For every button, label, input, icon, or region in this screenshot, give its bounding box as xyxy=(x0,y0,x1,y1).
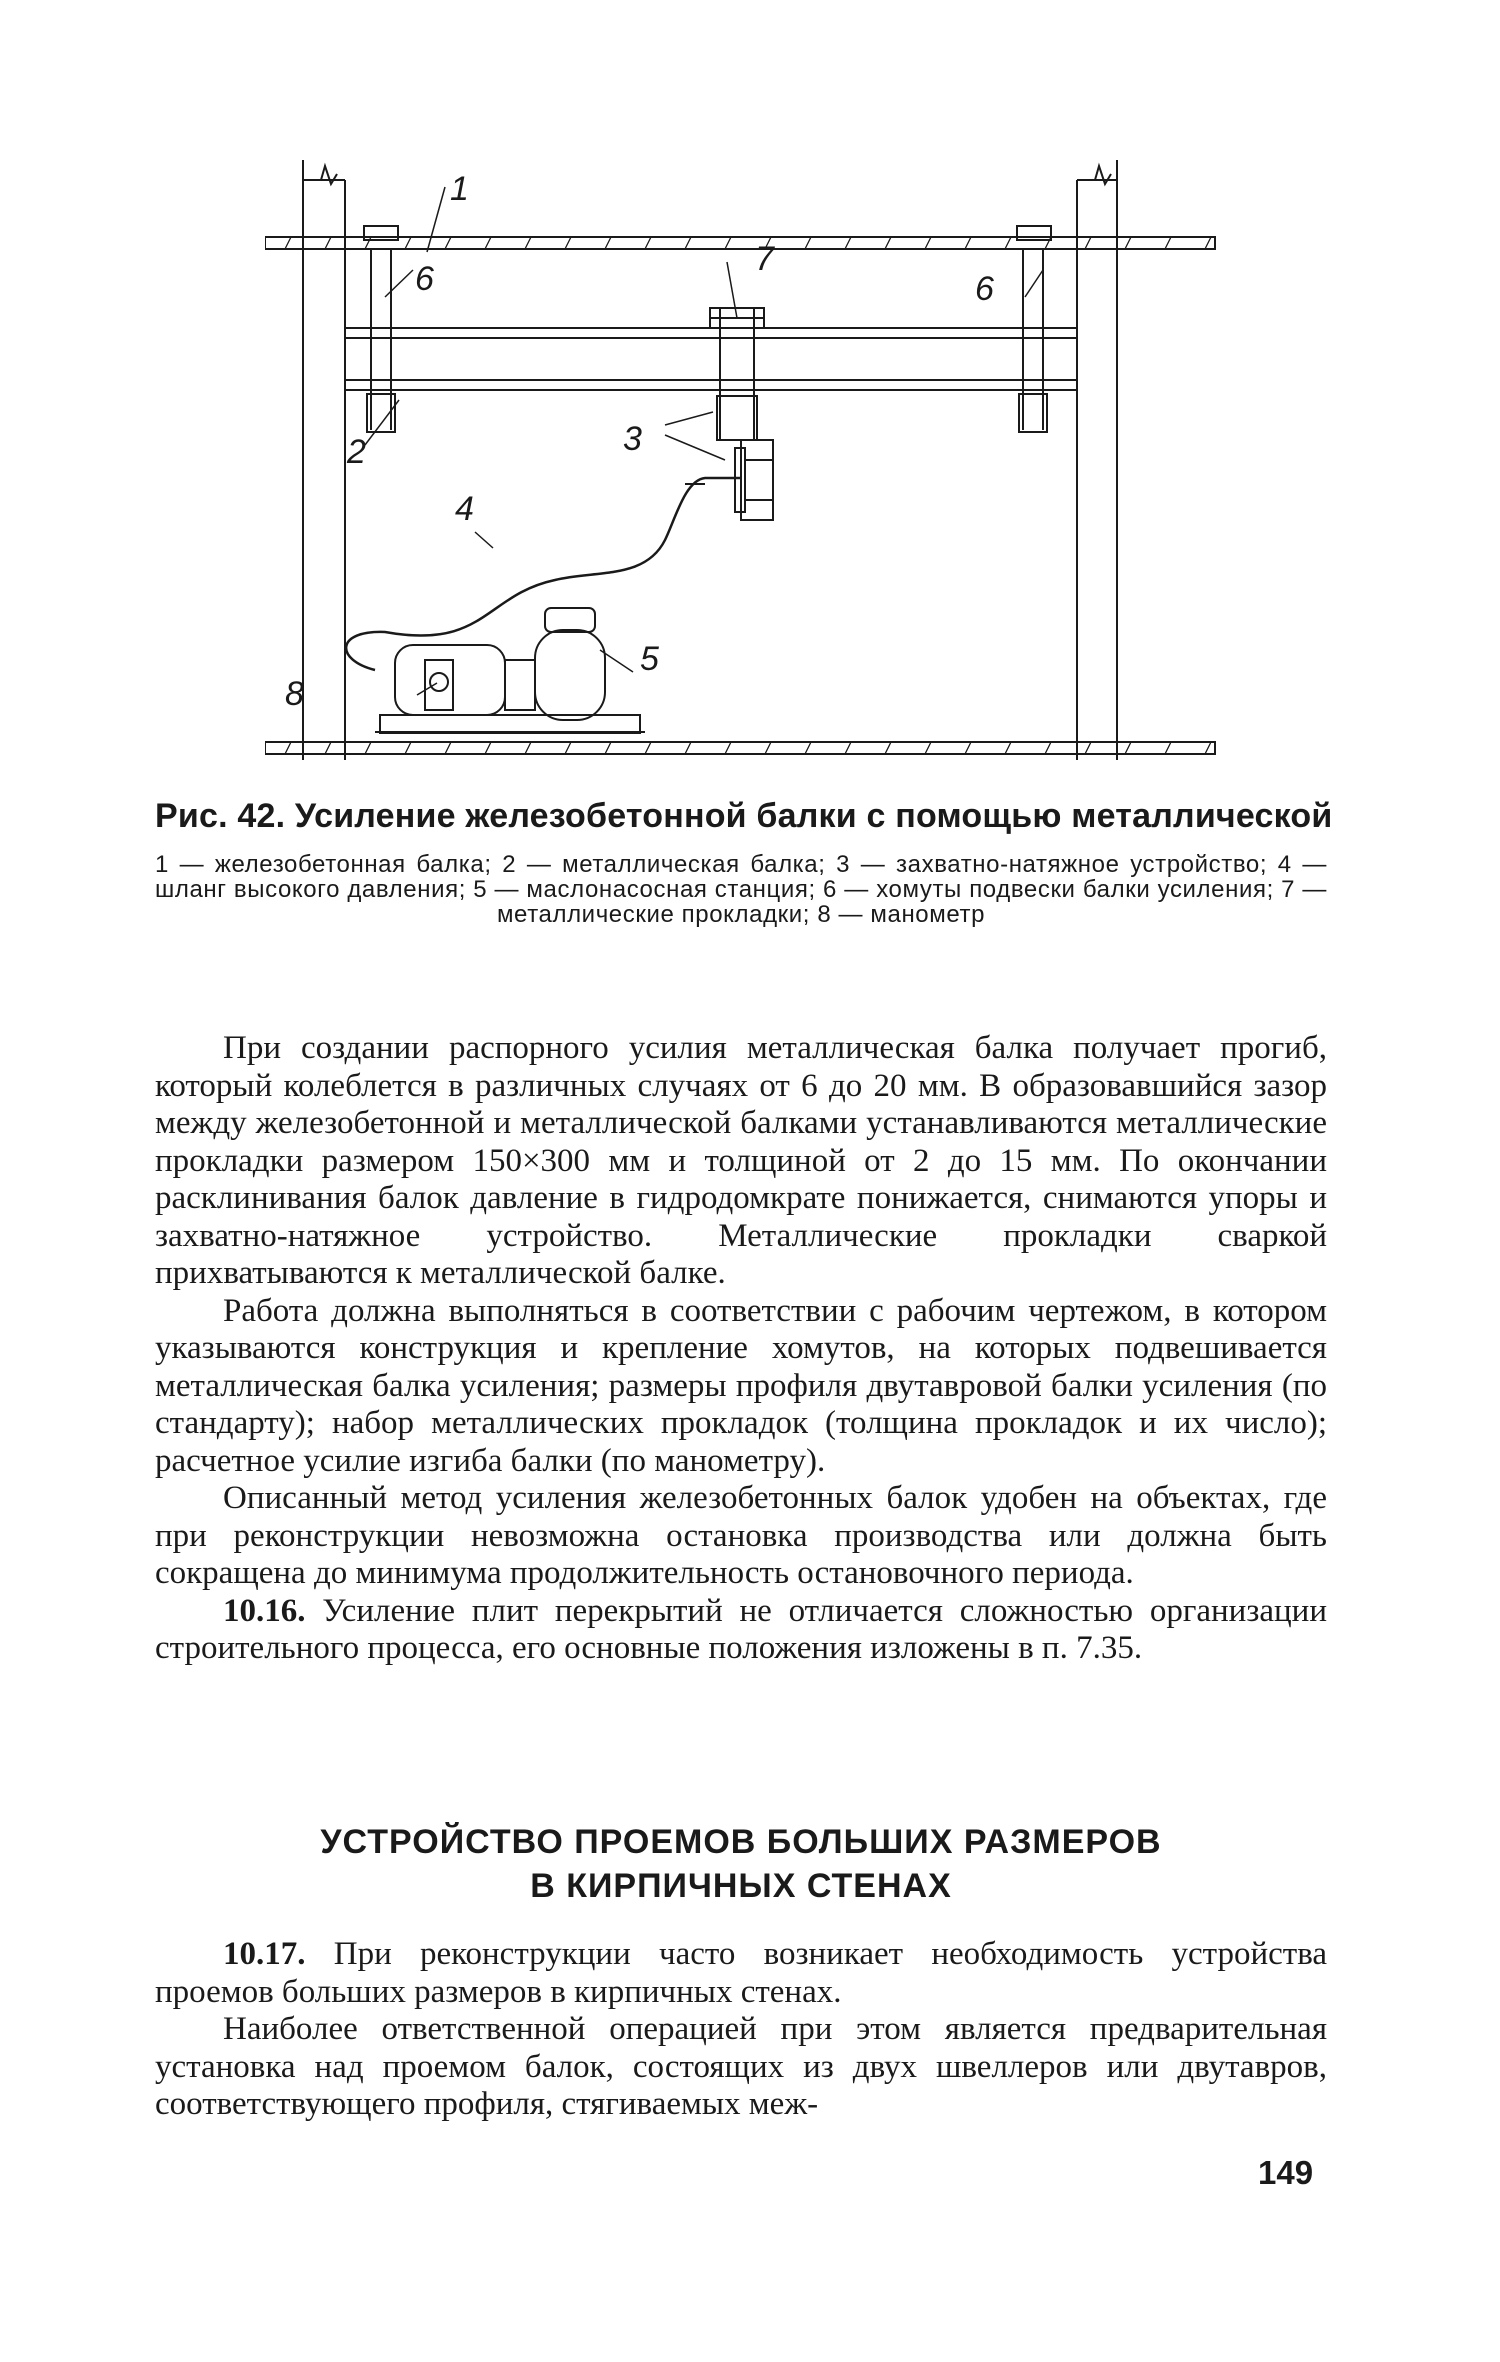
paragraph-text: Описанный метод усиления железобетонных балок удобен на объектах, где при реконструкции невозможна остановка производства или должна быть сокращена до минимума продолжительность остановочного периода. xyxy=(155,1480,1327,1591)
paragraph-text: При создании распорного усилия металлическая балка получает прогиб, который колеблется в различных случаях от 6 до 20 мм. В образовавшийся зазор между железобетонной и металлической балками устанавливаются металлические прокладки размером 150×300 мм и толщиной от 2 до 15 мм. По окончании расклинивания балок давление в гидродомкрате понижается, снимаются упоры и захватно-натяжное устройство. Металлические прокладки сваркой прихватываются к металлической балке. xyxy=(155,1030,1327,1291)
paragraph xyxy=(155,1030,1327,1293)
paragraph xyxy=(155,1480,1327,1593)
figure-42-diagram xyxy=(265,160,1225,770)
figure-label-1: 1 xyxy=(450,170,469,208)
section-title xyxy=(155,1820,1327,1908)
figure-label-3: 3 xyxy=(623,420,642,458)
body-text-block-1 xyxy=(155,1030,1327,1668)
paragraph-text: Работа должна выполняться в соответствии с рабочим чертежом, в котором указываются конструкция и крепление хомутов, на которых подвешивается металлическая балка усиления; размеры профиля двутавровой балки усиления (по стандарту); набор металлических прокладок (толщина прокладок и их число); расчетное усилие изгиба балки (по манометру). xyxy=(155,1292,1327,1479)
figure-label-7: 7 xyxy=(755,240,774,278)
paragraph-text: При реконструкции часто возникает необходимость устройства проемов больших размеров в кирпичных стенах. xyxy=(155,1936,1327,2010)
manometer xyxy=(430,673,448,691)
page-number: 149 xyxy=(1258,2154,1314,2191)
paragraph xyxy=(155,1293,1327,1481)
paragraph xyxy=(155,2011,1327,2124)
figure-caption-title: Рис. 42. Усиление железобетонной балки с помощью металлической xyxy=(155,797,1333,835)
figure-label-8: 8 xyxy=(285,675,304,713)
figure-label-2: 2 xyxy=(347,433,366,471)
paragraph-text: Наиболее ответственной операцией при этом является предварительная установка над проемом балок, состоящих из двух швеллеров или двутавров, соответствующего профиля, стягиваемых меж- xyxy=(155,2011,1327,2122)
paragraph xyxy=(155,1593,1327,1668)
figure-label-6-left: 6 xyxy=(415,260,434,298)
section-title-line-2: В КИРПИЧНЫХ СТЕНАХ xyxy=(530,1867,952,1905)
figure-label-4: 4 xyxy=(455,490,474,528)
figure-label-6-right: 6 xyxy=(975,270,994,308)
figure-label-5: 5 xyxy=(640,640,659,678)
paragraph-number: 10.16. xyxy=(223,1592,306,1629)
paragraph xyxy=(155,1936,1327,2011)
figure-legend: 1 — железобетонная балка; 2 — металлическая балка; 3 — захватно-натяжное устройство; 4 — шланг высокого давления; 5 — маслонасосная станция; 6 — хомуты подвески балки усиления; 7 — металлические прокладки; 8 — манометр xyxy=(155,851,1327,928)
section-title-line-1: УСТРОЙСТВО ПРОЕМОВ БОЛЬШИХ РАЗМЕРОВ xyxy=(320,1823,1162,1861)
paragraph-text: Усиление плит перекрытий не отличается сложностью организации строительного процесса, его основные положения изложены в п. 7.35. xyxy=(155,1592,1327,1666)
pump-station xyxy=(395,645,505,715)
paragraph-number: 10.17. xyxy=(223,1936,306,1972)
body-text-block-2 xyxy=(155,1936,1327,2124)
